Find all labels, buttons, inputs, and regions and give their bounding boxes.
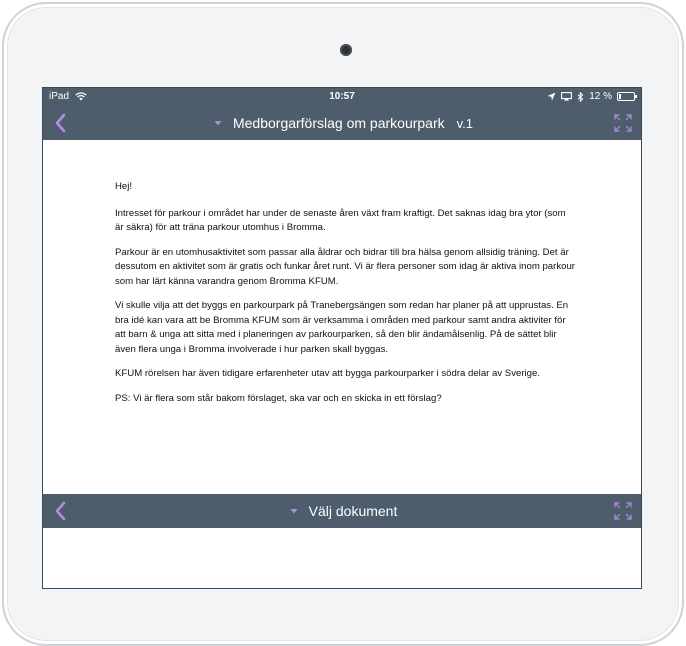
expand-arrows-icon[interactable]	[613, 113, 633, 133]
status-right	[547, 91, 635, 102]
screen-mirroring-icon	[561, 92, 572, 101]
document-version: v.1	[456, 115, 474, 131]
caret-down-icon[interactable]	[211, 117, 225, 129]
document-paragraph: Intresset för parkour i området har under de senaste åren växt fram kraftigt. Det saknas idag bra ytor (som är säkra) för att träna parkour utomhus i Bromma.	[115, 207, 566, 233]
battery-percentage: 12 %	[589, 91, 612, 102]
select-document-label[interactable]: Välj dokument	[308, 503, 398, 519]
device-label: iPad	[49, 91, 70, 102]
document-paragraph: Vi skulle vilja att det byggs en parkourpark på Tranebergsängen som redan har planer på att upprustas. En bra idé kan vara att be Bromma KFUM som är verksamma i områden med parkour samt andra aktiviter för att barn & unga att sitta med i planeringen av parkourparken, så den blir ändamålsenlig. På de sättet blir även flera unga i Bromma involverade i hur parken skall byggas.	[115, 300, 569, 355]
battery-icon	[617, 92, 635, 101]
status-bar	[43, 88, 641, 106]
status-time: 10:57	[329, 91, 355, 102]
document-paragraph: Parkour är en utomhusaktivitet som passar alla åldrar och bidrar till bra hälsa genom allsidig träning. Det är dessutom en aktivitet som är gratis och funkar året runt. Vi är flera personer som idag är aktiva inom parkour som har lärt känna varandra genom Bromma KFUM.	[115, 246, 575, 287]
caret-down-icon[interactable]	[287, 505, 301, 517]
select-document-title-group	[43, 494, 641, 528]
document-paragraph: PS: Vi är flera som står bakom förslaget, ska var och en skicka in ett förslag?	[115, 392, 442, 404]
second-document-view[interactable]	[43, 528, 641, 588]
document-view[interactable]	[43, 140, 641, 494]
back-chevron-icon[interactable]	[49, 498, 73, 524]
document-title[interactable]: Medborgarförslag om parkourpark	[232, 115, 445, 131]
back-chevron-icon[interactable]	[49, 110, 73, 136]
document-toolbar	[43, 106, 641, 140]
document-greeting: Hej!	[115, 181, 133, 192]
expand-arrows-icon[interactable]	[613, 501, 633, 521]
bluetooth-icon	[577, 92, 584, 102]
document-body	[115, 180, 575, 416]
document-paragraph: KFUM rörelsen har även tidigare erfarenheter utav att bygga parkourparker i södra delar av Sverige.	[115, 368, 541, 379]
camera-icon	[340, 44, 352, 56]
app-screen	[42, 87, 642, 589]
battery-level	[619, 94, 621, 99]
location-arrow-icon	[547, 92, 556, 101]
select-document-toolbar	[43, 494, 641, 528]
document-title-group	[43, 106, 641, 140]
